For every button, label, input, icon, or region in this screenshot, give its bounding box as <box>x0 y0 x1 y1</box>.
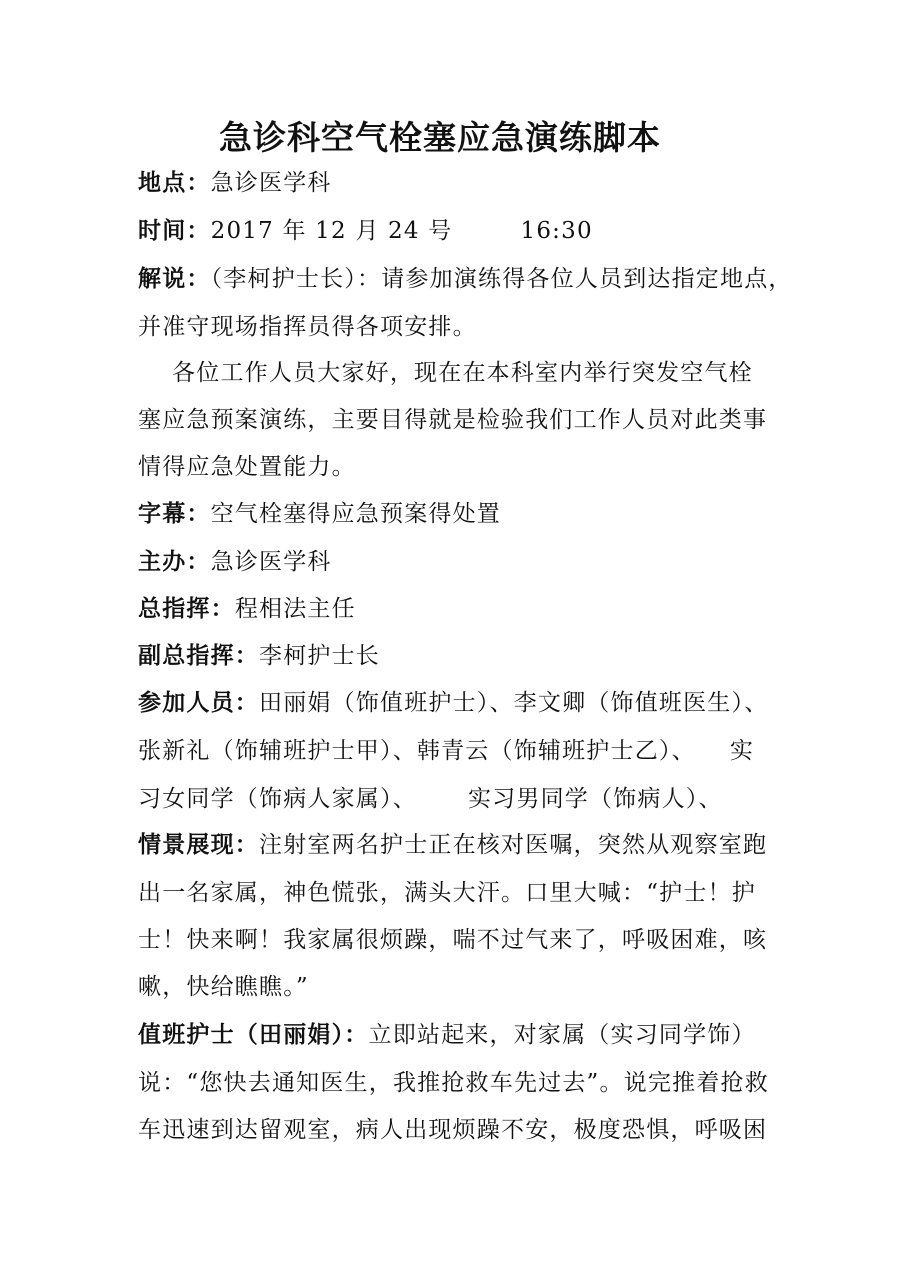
scene-text-1: 注射室两名护士正在核对医嘱，突然从观察室跑 <box>259 832 768 858</box>
intro-line-3: 情得应急处置能力。 <box>138 454 356 480</box>
deputy-label: 副总指挥： <box>138 643 259 669</box>
scene-line-3: 士！快来啊！我家属很烦躁，喘不过气来了，呼吸困难，咳 <box>138 927 768 953</box>
participants-line-3: 习女同学（饰病人家属）、 实习男同学（饰病人）、 <box>138 786 723 812</box>
location-value: 急诊医学科 <box>210 170 332 196</box>
nurse-line-2: 说：“您快去通知医生，我推抢救车先过去”。说完推着抢救 <box>138 1070 769 1096</box>
document-title: 急诊科空气栓塞应急演练脚本 <box>219 118 661 157</box>
chief-line <box>138 594 356 624</box>
location-label: 地点： <box>138 170 211 196</box>
organizer-line <box>138 547 332 577</box>
deputy-value: 李柯护士长 <box>259 643 380 669</box>
participants-line-2: 张新礼（饰辅班护士甲）、韩青云（饰辅班护士乙）、 实 <box>138 738 755 764</box>
location-line <box>138 168 332 198</box>
organizer-label: 主办： <box>138 549 211 575</box>
time-label: 时间： <box>138 218 211 244</box>
deputy-line <box>138 641 380 671</box>
time-value: 2017 年 12 月 24 号 16:30 <box>210 218 593 244</box>
explanation-label: 解说： <box>138 266 211 292</box>
nurse-label: 值班护士（田丽娟）： <box>138 1022 369 1048</box>
subtitle-label: 字幕： <box>138 501 211 527</box>
organizer-value: 急诊医学科 <box>210 549 332 575</box>
nurse-line-3: 车迅速到达留观室，病人出现烦躁不安，极度恐惧，呼吸困 <box>138 1117 768 1143</box>
scene-line-1 <box>138 830 767 860</box>
chief-value: 程相法主任 <box>234 596 356 622</box>
participants-line-1 <box>138 688 768 718</box>
nurse-line-1 <box>138 1020 756 1050</box>
scene-line-2: 出一名家属，神色慌张，满头大汗。口里大喊：“护士！护 <box>138 880 756 906</box>
scene-line-4: 嗽，快给瞧瞧。” <box>138 974 309 1000</box>
nurse-text-1: 立即站起来，对家属（实习同学饰） <box>368 1022 756 1048</box>
scene-label: 情景展现： <box>138 832 259 858</box>
participants-text-1: 田丽娟（饰值班护士）、李文卿（饰值班医生）、 <box>259 690 769 716</box>
explanation-line-1 <box>138 264 793 294</box>
chief-label: 总指挥： <box>138 596 235 622</box>
subtitle-value: 空气栓塞得应急预案得处置 <box>210 501 502 527</box>
intro-line-2: 塞应急预案演练，主要目得就是检验我们工作人员对此类事 <box>138 407 768 433</box>
explanation-line-2: 并准守现场指挥员得各项安排。 <box>138 314 477 340</box>
subtitle-line <box>138 499 501 529</box>
participants-label: 参加人员： <box>138 690 259 716</box>
explanation-text-1: （李柯护士长）：请参加演练得各位人员到达指定地点， <box>210 266 793 292</box>
intro-line-1: 各位工作人员大家好，现在在本科室内举行突发空气栓 <box>138 360 753 386</box>
time-line <box>138 216 593 246</box>
